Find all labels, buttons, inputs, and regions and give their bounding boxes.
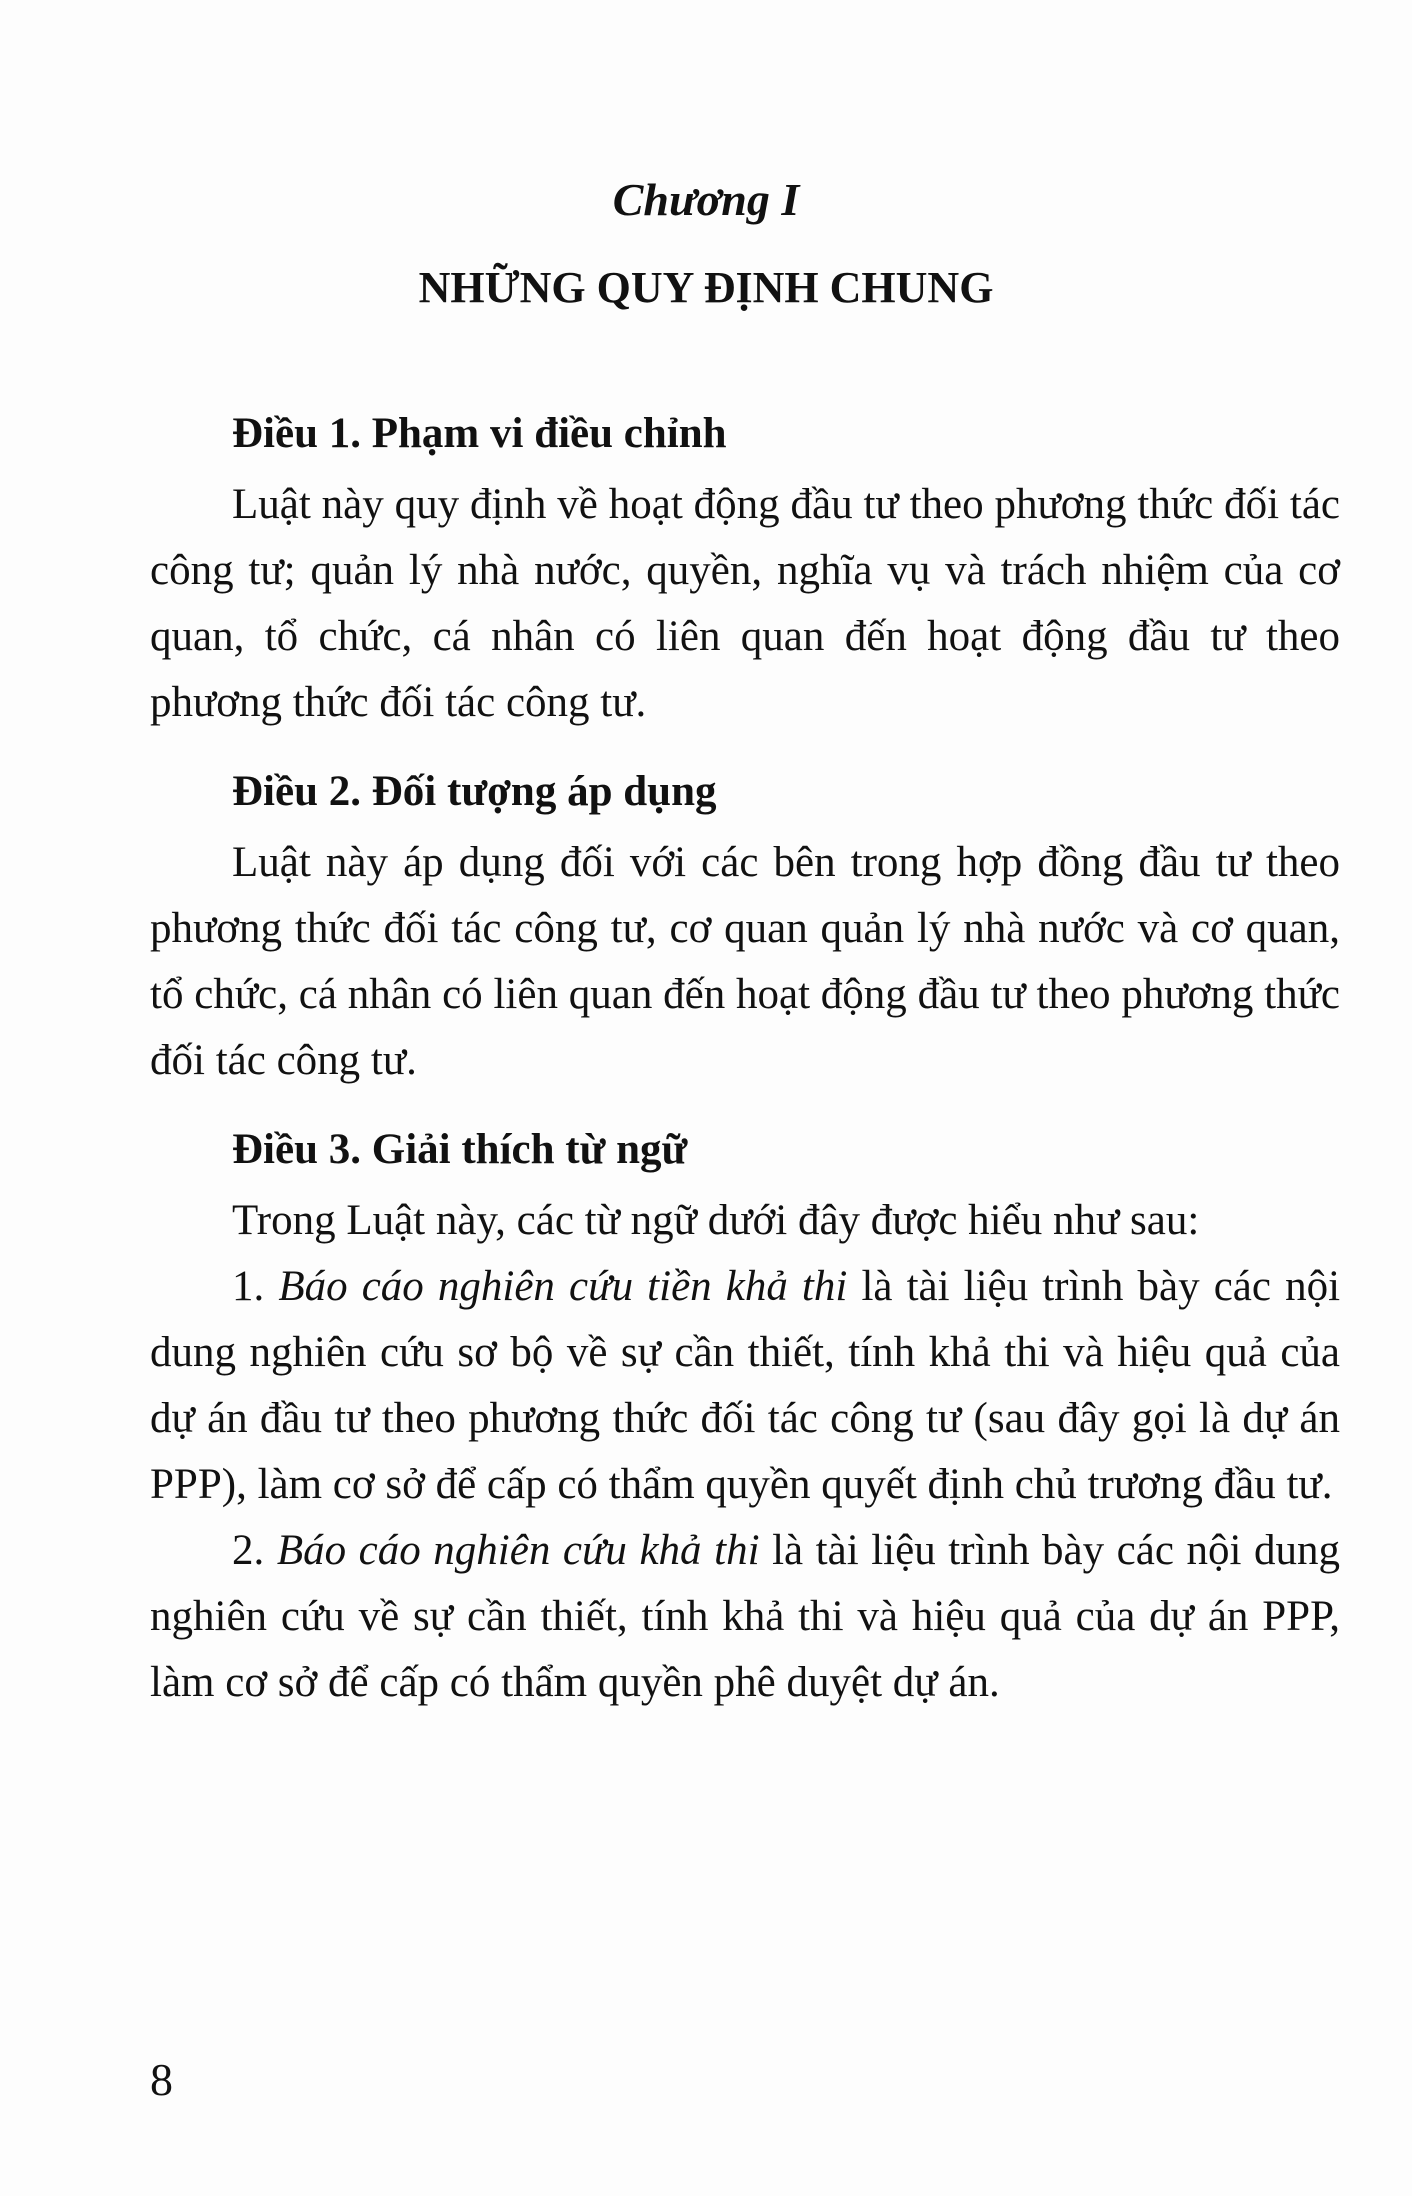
article-1-text: Luật này quy định về hoạt động đầu tư theo phương thức đối tác công tư; quản lý nhà nước, quyền, nghĩa vụ và trách nhiệm của cơ quan, tổ chức, cá nhân có liên quan đến hoạt động đầu tư theo phương thức đối tác công tư. — [150, 481, 1340, 726]
page-number: 8 — [150, 2054, 173, 2105]
definition-term: Báo cáo nghiên cứu tiền khả thi — [278, 1263, 848, 1310]
article-3-heading: Điều 3. Giải thích từ ngữ — [232, 1126, 688, 1173]
chapter-label: Chương I — [612, 174, 800, 225]
definition-text: là tài liệu trình bày các nội dung nghiên cứu về sự cần thiết, tính khả thi và hiệu quả của dự án PPP, làm cơ sở để cấp có thẩm quyền phê duyệt dự án. — [150, 1527, 1340, 1706]
article-1-heading: Điều 1. Phạm vi điều chỉnh — [232, 410, 727, 457]
definition-item — [150, 1518, 1340, 1716]
definition-text: là tài liệu trình bày các nội dung nghiên cứu sơ bộ về sự cần thiết, tính khả thi và hiệu quả của dự án đầu tư theo phương thức đối tác công tư (sau đây gọi là dự án PPP), làm cơ sở để cấp có thẩm quyền quyết định chủ trương đầu tư. — [150, 1263, 1341, 1508]
article-2-text: Luật này áp dụng đối với các bên trong hợp đồng đầu tư theo phương thức đối tác công tư, cơ quan quản lý nhà nước và cơ quan, tổ chức, cá nhân có liên quan đến hoạt động đầu tư theo phương thức đối tác công tư. — [150, 839, 1340, 1084]
definition-number: 2. — [232, 1527, 265, 1574]
page-body — [150, 402, 1340, 1716]
chapter-title: NHỮNG QUY ĐỊNH CHUNG — [418, 263, 994, 312]
definition-number: 1. — [232, 1263, 265, 1310]
definition-term: Báo cáo nghiên cứu khả thi — [276, 1527, 760, 1574]
article-3-text: Trong Luật này, các từ ngữ dưới đây được hiểu như sau: — [232, 1197, 1200, 1244]
definition-item — [150, 1254, 1340, 1518]
article-2-heading: Điều 2. Đối tượng áp dụng — [232, 768, 717, 815]
